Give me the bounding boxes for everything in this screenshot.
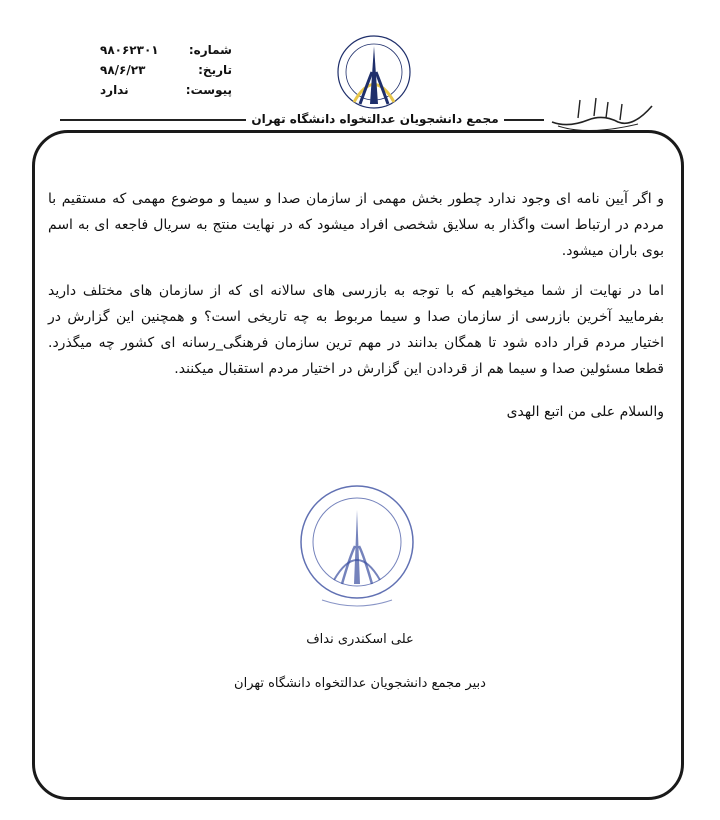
closing-salutation: والسلام علی من اتبع الهدی [506,404,664,420]
letter-number-value: ۹۸۰۶۲۳۰۱ [100,43,159,57]
letter-date-row [100,60,232,80]
letter-body [48,186,664,396]
body-paragraph-2: اما در نهایت از شما میخواهیم که با توجه به بازرسی های سالانه ای که از سازمان های مختلف دارید بفرمایید آخرین بازرسی از سازمان صدا و سیما مربوط به چه تاریخی است؟ و همچنین این گزارش در اختیار مردم قرار داده شود تا همگان بدانند در مهم ترین سازمان فرهنگی_رسانه ای کشور چه میگذرد. قطعا مسئولین صدا و سیما هم از قردادن این گزارش در اختیار مردم استقبال میکنند. [48,283,664,377]
letter-attachment-label: پیوست: [185,83,232,97]
letter-attachment-row [100,80,232,100]
letter-number-row [100,40,232,60]
letter-number-label: شماره: [188,43,232,57]
letter-date-label: تاریخ: [198,63,232,77]
organization-name: مجمع دانشجویان عدالتخواه دانشگاه تهران [251,112,499,126]
organization-stamp-icon [272,480,442,620]
letter-attachment-value: ندارد [100,83,129,97]
letter-metadata [100,40,232,100]
signatory-title: دبیر مجمع دانشجویان عدالتخواه دانشگاه تهران [234,676,486,691]
organization-emblem-icon [314,32,434,112]
letter-date-value: ۹۸/۶/۲۳ [100,63,146,77]
header-rule-right [504,119,544,121]
signatory-name: علی اسکندری نداف [306,632,414,647]
body-paragraph-1: و اگر آیین نامه ای وجود ندارد چطور بخش مهمی از سازمان صدا و سیما و موضوع مهمی که مستقیم با مردم در ارتباط است واگذار به سلایق شخصی افراد میشود که در نهایت منتج به سریال فاجعه ای به اسم بوی باران میشود. [48,191,664,259]
header-rule-left [60,119,246,121]
